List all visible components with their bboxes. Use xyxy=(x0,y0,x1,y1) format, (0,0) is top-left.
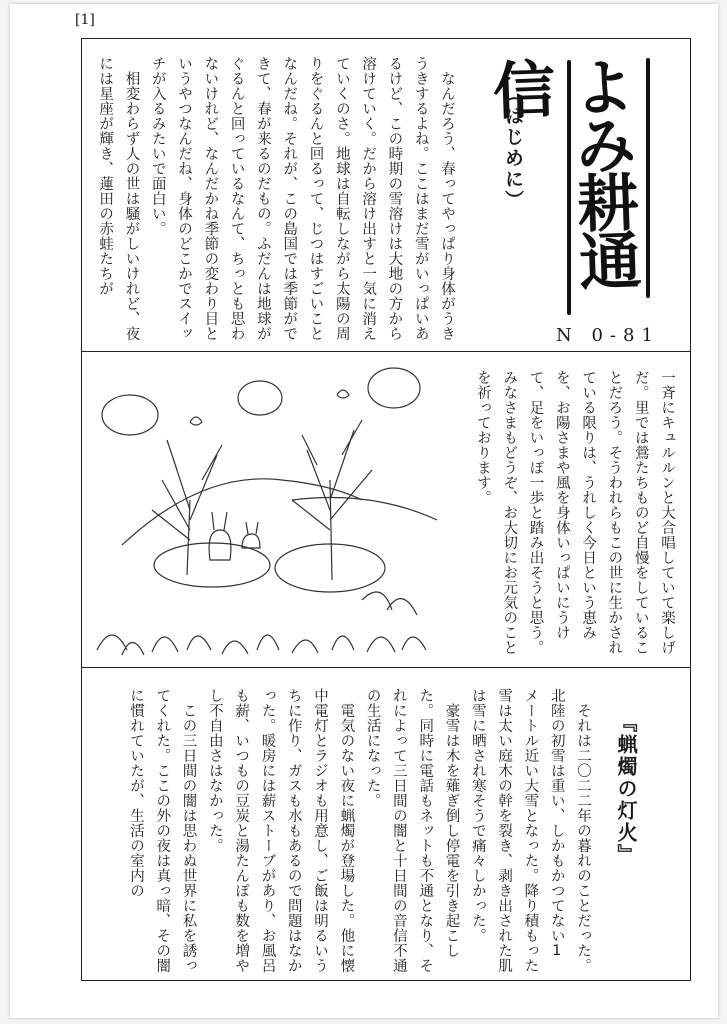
article-text xyxy=(86,688,596,974)
article-paragraph-4: この三日間の闇は思わぬ世界に私を誘ってくれた。ここの外の夜は真っ暗、その闇に慣れていたが、生活の室内の xyxy=(127,688,197,973)
tree-right xyxy=(292,420,372,580)
issue-number: N 0-81 xyxy=(556,325,660,346)
cloud-center xyxy=(238,381,282,415)
ground-left xyxy=(154,543,270,587)
divider-top xyxy=(81,351,691,352)
hill-left xyxy=(122,479,362,545)
intro-text-middle xyxy=(440,370,680,662)
intro-paragraph-2-cont: 一斉にキュルルンと大合唱していて楽しげだ。里では鶯たちものど自慢をしていることだろう。そうわれらもこの世に生かされている限りは、うれしく今日という恵みを、お陽さまや風を身体いっぱいにうけて、足をいっぽ一歩と踏み出そうと思う。みなさまもどうぞ、お大切にお元気のことを祈っております。 xyxy=(474,370,675,655)
cloud-left xyxy=(102,395,158,435)
foreground-plants xyxy=(97,592,426,655)
rabbit-1 xyxy=(209,512,231,560)
cloud-right xyxy=(368,368,420,408)
intro-text-top xyxy=(88,56,460,348)
divider-bottom xyxy=(81,667,691,668)
tree-left xyxy=(152,440,222,575)
masthead-title: よみ耕通信 xyxy=(481,53,643,289)
article-paragraph-3: 電気のない夜に蝋燭が登場した。他に懐中電灯とラジオも用意し、ご飯は明るいうちに作り、ガスも水もあるので問題はなかった。暖房には薪ストーブがあり、お風呂も薪、いつもの豆炭と湯たんぽも数を増やし不自由さはなかった。 xyxy=(206,688,355,973)
rabbit-2 xyxy=(242,522,260,548)
intro-paragraph-2-start: 相変わらず人の世は騒がしいけれど、夜には星座が輝き、蓮田の赤蛙たちが xyxy=(97,56,140,341)
intro-heading: （はじめに） xyxy=(502,85,524,211)
article-title: 『蝋燭の灯火』 xyxy=(614,712,638,866)
page-number: [1] xyxy=(75,12,95,28)
ground-right xyxy=(275,544,385,592)
article-paragraph-1: それは二〇二二年の暮れのことだった。北陸の初雪は重い、しかもかつてない1メートル近い大雪となった。降り積もった雪は太い庭木の幹を裂き、剥き出された肌は雪に晒され寒そうで痛々しかった。 xyxy=(469,688,591,973)
bird-left xyxy=(190,417,202,425)
intro-paragraph-1: なんだろう、春ってやっぱり身体がうきうきするよね。ここはまだ雪がいっぱいあるけど、この時期の雪溶けは大地の方から溶けていく。だから溶け出すと一気に消えていくのさ。地球は自転しながら太陽の周りをぐるんと回るって、じつはすごいことなんだね。それが、この島国では季節ができて、春が来るのだもの。ふだんは地球がぐるんと回っているなんて、ちっとも思わないけれど、なんだかね季節の変わり目というやつなんだね、身体のどこかでスイッチが入るみたいで面白い。 xyxy=(149,56,455,341)
bird-right xyxy=(337,390,349,398)
logo-stroke-right xyxy=(646,58,650,298)
article-paragraph-2: 豪雪は木を薙ぎ倒し停電を引き起こした。同時に電話もネットも不通となり、それによって三日間の闇と十日間の音信不通の生活になった。 xyxy=(364,688,460,973)
spring-illustration xyxy=(92,360,440,665)
